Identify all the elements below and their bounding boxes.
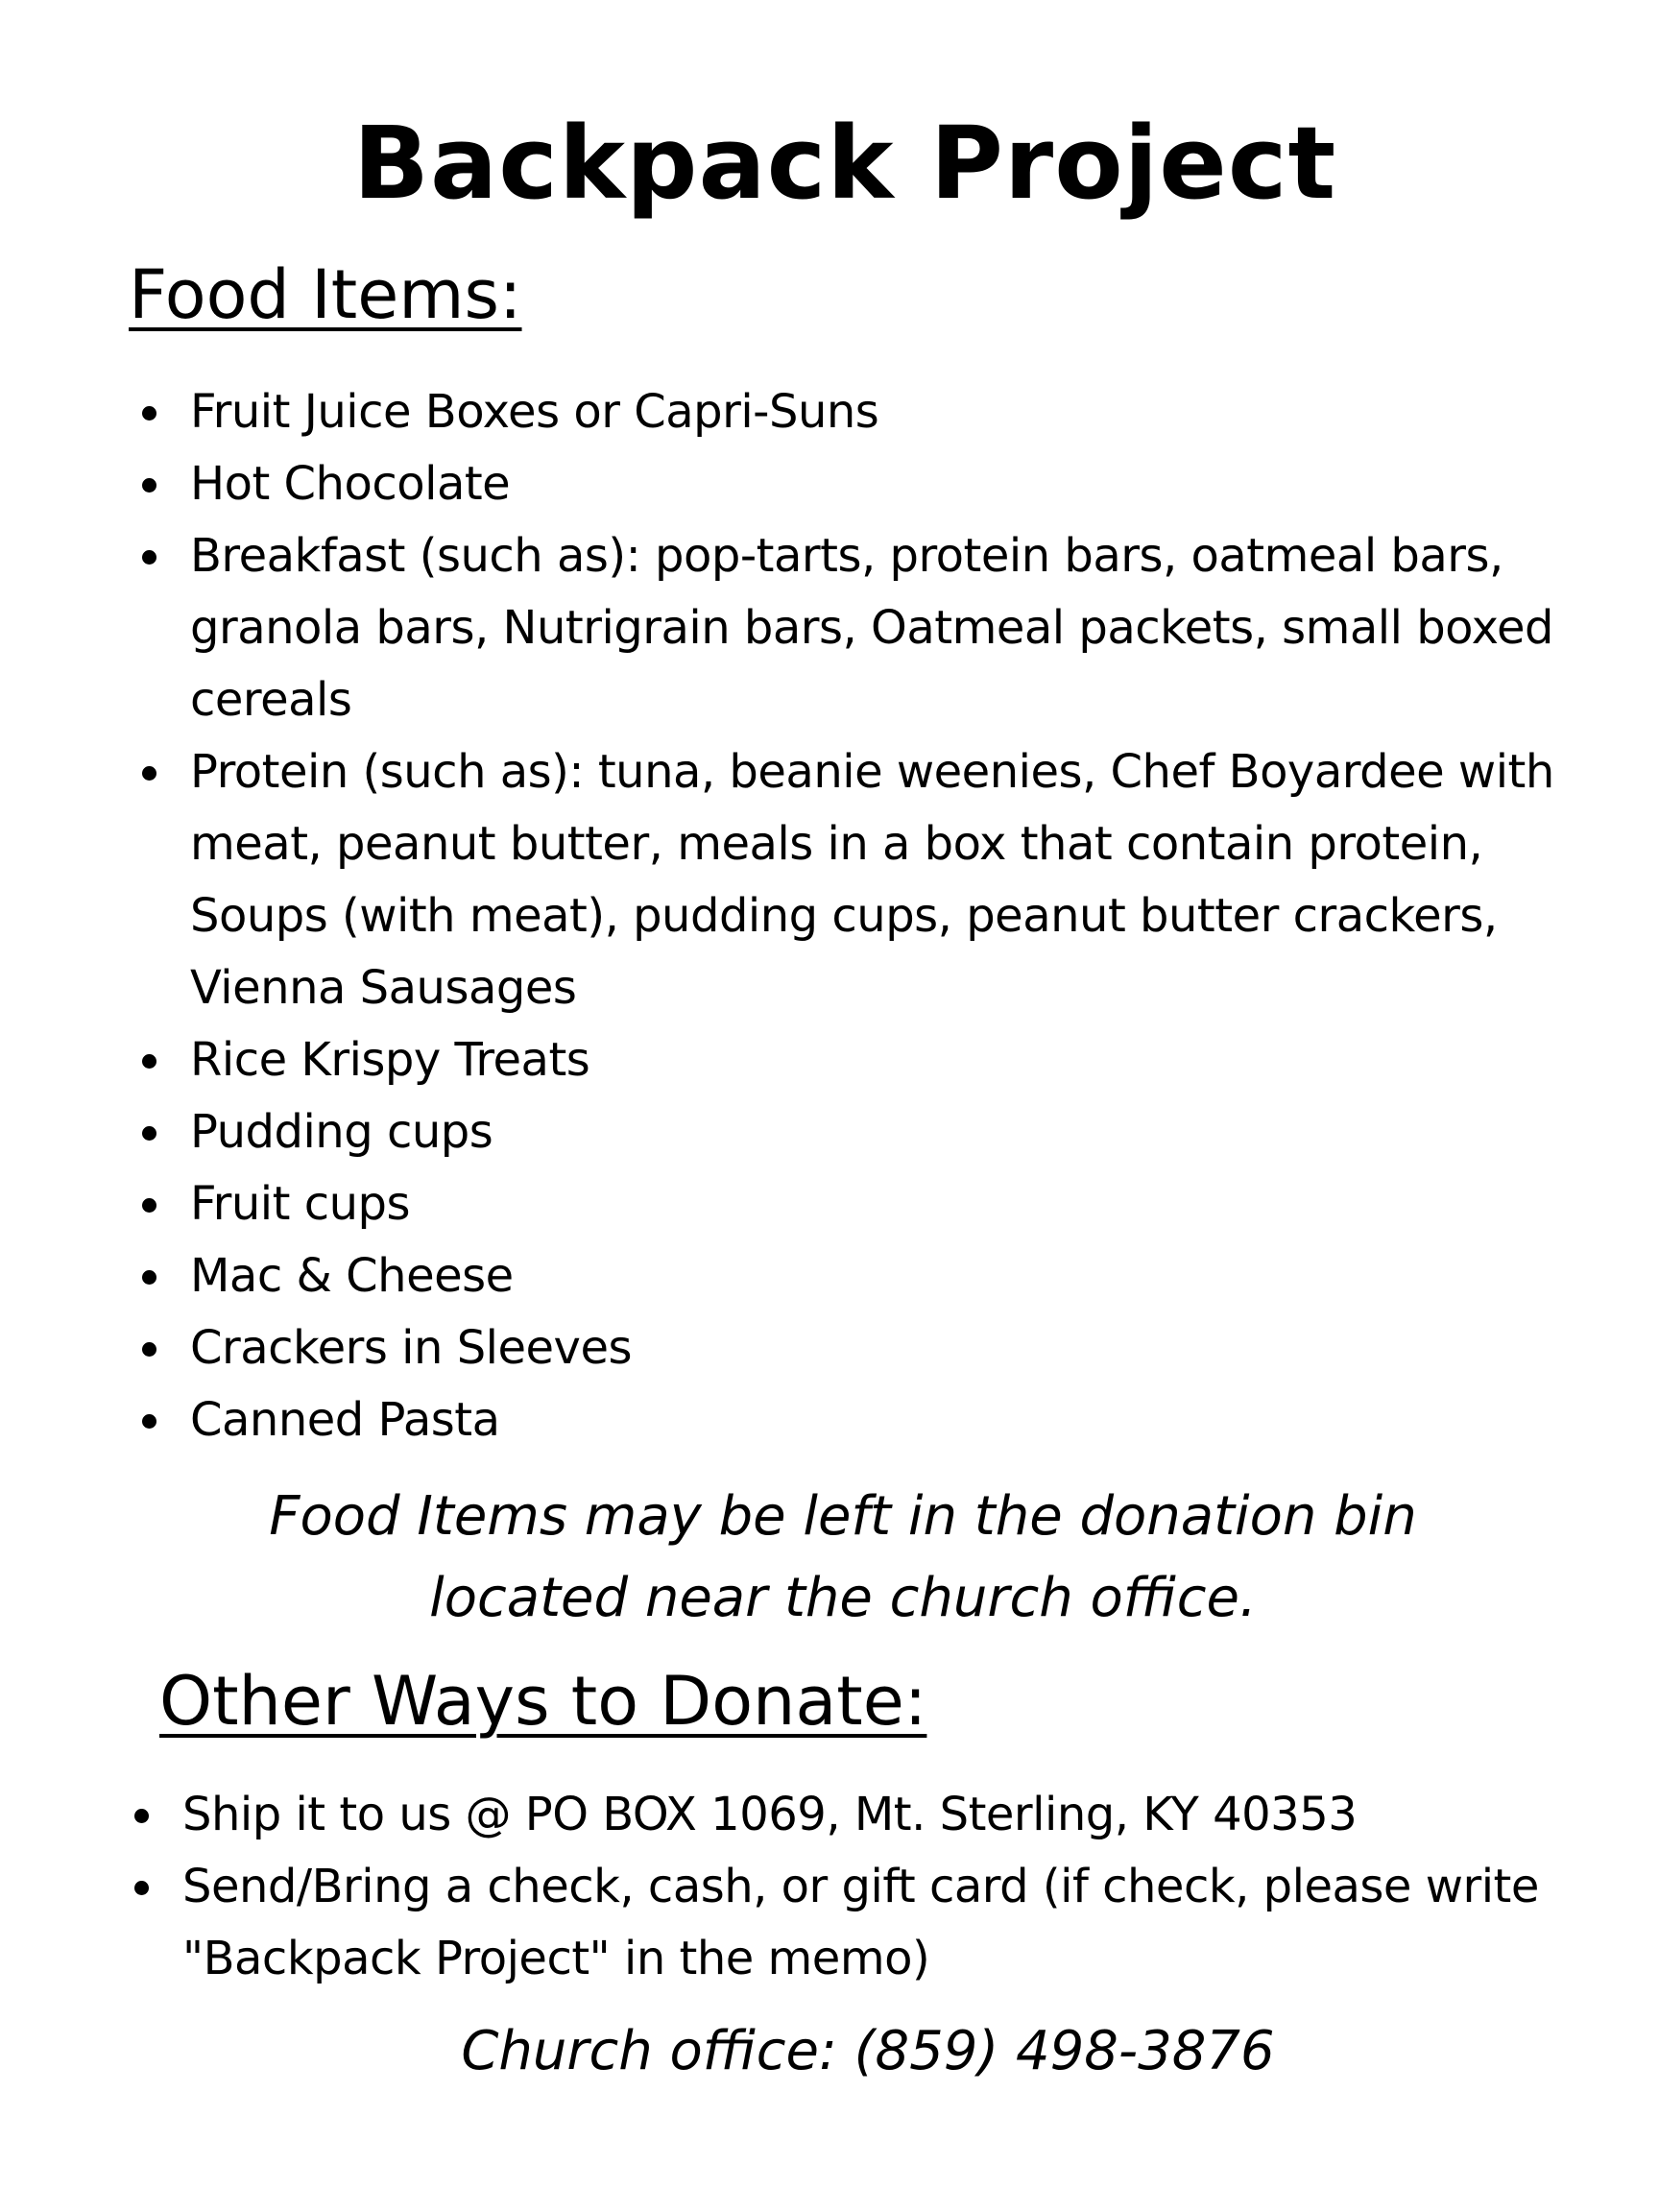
list-item-text: Protein (such as): tuna, beanie weenies, Chef Boyardee with meat, peanut butter, meals in a box that contain protein, Soups (with meat), pudding cups, peanut butter crackers, Vienna Sausages bbox=[190, 745, 1554, 1015]
list-item-text: Breakfast (such as): pop-tarts, protein bars, oatmeal bars, granola bars, Nutrigrain bars, Oatmeal packets, small boxed cereals bbox=[190, 529, 1553, 727]
drop-off-note-line-1: Food Items may be left in the donation bin bbox=[269, 1485, 1417, 1548]
bullet-icon bbox=[142, 550, 156, 565]
list-item-text: Send/Bring a check, cash, or gift card (if check, please write "Backpack Project" in the memo) bbox=[182, 1860, 1539, 1985]
food-items-list bbox=[129, 376, 1588, 1456]
list-item-text: Fruit cups bbox=[190, 1177, 410, 1231]
list-item bbox=[129, 1024, 1588, 1096]
list-item bbox=[121, 1851, 1580, 1995]
bullet-icon bbox=[134, 1881, 149, 1895]
list-item bbox=[129, 1312, 1588, 1384]
church-office-phone: Church office: (859) 498-3876 bbox=[461, 2020, 1275, 2082]
list-item bbox=[129, 376, 1588, 448]
bullet-icon bbox=[142, 478, 156, 493]
list-item bbox=[129, 1168, 1588, 1240]
drop-off-note bbox=[13, 1476, 1659, 1639]
bullet-icon bbox=[142, 1054, 156, 1069]
list-item-text: Crackers in Sleeves bbox=[190, 1321, 632, 1375]
bullet-icon bbox=[142, 1126, 156, 1141]
list-item bbox=[129, 520, 1588, 736]
bullet-icon bbox=[142, 406, 156, 421]
list-item-text: Ship it to us @ PO BOX 1069, Mt. Sterling, KY 40353 bbox=[182, 1788, 1358, 1841]
list-item-text: Canned Pasta bbox=[190, 1393, 500, 1447]
list-item bbox=[129, 448, 1588, 520]
list-item-text: Pudding cups bbox=[190, 1105, 493, 1159]
page-title: Backpack Project bbox=[352, 105, 1337, 222]
bullet-icon bbox=[142, 1414, 156, 1429]
drop-off-note-line-2: located near the church office. bbox=[429, 1567, 1257, 1629]
bullet-icon bbox=[142, 1342, 156, 1357]
list-item bbox=[129, 736, 1588, 1024]
bullet-icon bbox=[142, 1198, 156, 1213]
bullet-icon bbox=[142, 766, 156, 781]
bullet-icon bbox=[134, 1809, 149, 1823]
other-ways-list bbox=[121, 1779, 1580, 1995]
other-ways-heading: Other Ways to Donate: bbox=[159, 1662, 927, 1741]
list-item bbox=[129, 1096, 1588, 1168]
list-item-text: Hot Chocolate bbox=[190, 457, 511, 511]
list-item-text: Rice Krispy Treats bbox=[190, 1033, 590, 1087]
bullet-icon bbox=[142, 1270, 156, 1285]
list-item bbox=[121, 1779, 1580, 1851]
list-item bbox=[129, 1384, 1588, 1456]
list-item bbox=[129, 1240, 1588, 1312]
list-item-text: Fruit Juice Boxes or Capri-Suns bbox=[190, 385, 879, 439]
list-item-text: Mac & Cheese bbox=[190, 1249, 514, 1303]
food-items-heading: Food Items: bbox=[129, 255, 522, 334]
